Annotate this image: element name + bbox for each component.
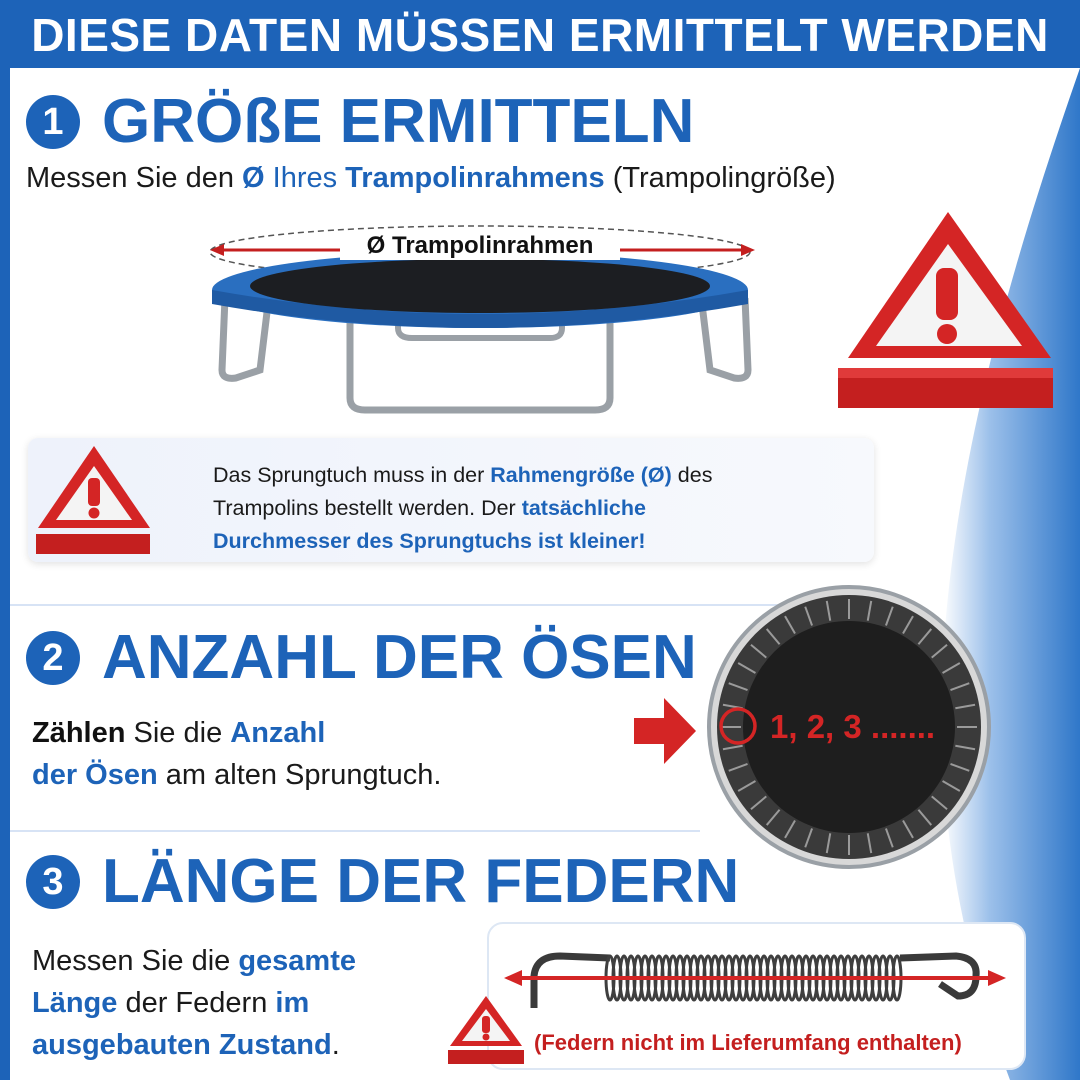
section-2-title bbox=[26, 622, 697, 693]
diagram-label: Ø Trampolinrahmen bbox=[340, 232, 620, 260]
header-title: DIESE DATEN MÜSSEN ERMITTELT WERDEN bbox=[31, 9, 1049, 61]
section-3-heading: LÄNGE DER FEDERN bbox=[102, 847, 740, 916]
section-2-heading: ANZAHL DER ÖSEN bbox=[102, 623, 697, 692]
section-3-title bbox=[26, 846, 739, 917]
spring-illustration bbox=[500, 938, 1010, 1018]
section-divider-2 bbox=[10, 830, 700, 832]
spring-note: (Federn nicht im Lieferumfang enthalten) bbox=[534, 1030, 962, 1055]
section-1-description: Messen Sie den Ø Ihres Trampolinrahmens (Trampolingröße) bbox=[26, 162, 836, 194]
eyelet-count-label: 1, 2, 3 ....... bbox=[770, 708, 936, 745]
warning-triangle-icon bbox=[836, 208, 1056, 412]
number-circle-icon: 3 bbox=[26, 855, 80, 909]
red-arrow-icon bbox=[634, 696, 696, 766]
warning-note-text: Das Sprungtuch muss in der Rahmengröße (Ø) des Trampolins bestellt werden. Der tatsächliche Durchmesser des Sprungtuchs ist kleiner! bbox=[213, 463, 713, 553]
section-3-description: Messen Sie die gesamte Länge der Federn im ausgebauten Zustand. bbox=[32, 945, 356, 1061]
left-accent-bar bbox=[0, 68, 10, 1080]
section-2-description: Zählen Sie die Anzahl der Ösen am alten Sprungtuch. bbox=[32, 717, 442, 791]
spring-warning-icon bbox=[446, 994, 526, 1066]
section-1-heading: GRÖßE ERMITTELN bbox=[102, 87, 695, 156]
small-warning-icon bbox=[34, 444, 154, 556]
number-circle-icon: 1 bbox=[26, 95, 80, 149]
number-circle-icon: 2 bbox=[26, 631, 80, 685]
page-header bbox=[0, 0, 1080, 68]
section-1-title bbox=[26, 86, 694, 157]
